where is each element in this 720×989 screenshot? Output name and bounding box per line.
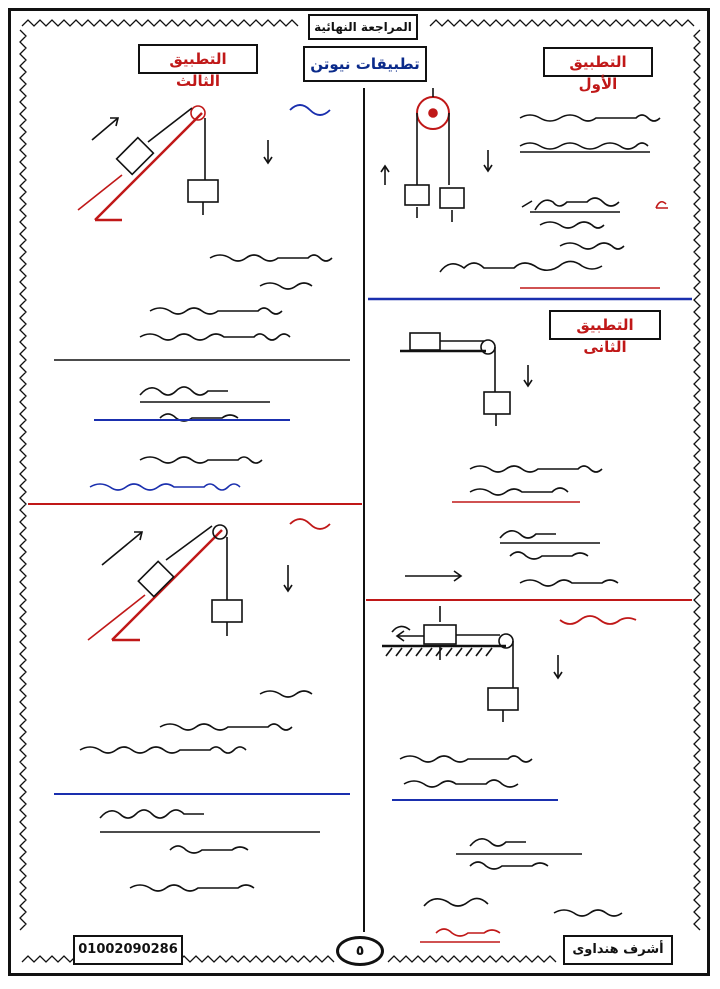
- table-pulley-diagram: [400, 333, 532, 426]
- phone-number: 01002090286: [73, 935, 183, 965]
- incline-diagram-1: [78, 106, 272, 220]
- decorative-zigzag-left: [20, 30, 26, 930]
- final-review-label: المراجعة النهائية: [308, 14, 418, 40]
- author-name: أشرف هنداوى: [563, 935, 673, 965]
- first-app-red-mark: [656, 202, 668, 208]
- third-application-heading: التطبيق الثالث: [138, 44, 258, 74]
- friction-red-result: [436, 929, 500, 936]
- atwood-machine-diagram: [381, 88, 492, 222]
- friction-diagram: [382, 571, 562, 722]
- page-title: تطبيقات نيوتن: [303, 46, 427, 82]
- second-app-equations: [452, 466, 618, 586]
- decorative-zigzag-right: [694, 30, 700, 930]
- third-app-blue-mark: [290, 105, 330, 115]
- page-number: ٥: [336, 936, 384, 966]
- friction-heading-red: [560, 616, 636, 624]
- second-application-heading: التطبيق الثانى: [549, 310, 661, 340]
- friction-equations: [392, 756, 622, 916]
- first-app-equations: [440, 115, 660, 288]
- incline-equations-1: [54, 255, 350, 490]
- incline-equations-2: [54, 691, 350, 891]
- first-application-heading: التطبيق الأول: [543, 47, 653, 77]
- incline-diagram-2: [88, 525, 292, 640]
- third-app-red-mark: [290, 519, 330, 529]
